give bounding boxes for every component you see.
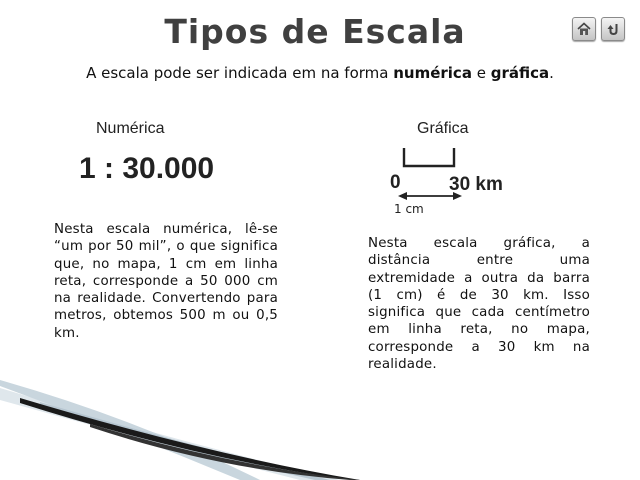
- subtitle-graphic: gráfica: [490, 64, 550, 82]
- home-icon: [576, 21, 592, 37]
- subtitle-conjunction: e: [471, 64, 491, 82]
- decorative-ribbon: [0, 380, 640, 480]
- subtitle-text: A escala pode ser indicada em na forma: [86, 64, 394, 82]
- slide-title: Tipos de Escala: [164, 12, 466, 51]
- numeric-scale-value: 1 : 30.000: [79, 152, 215, 185]
- numeric-description: Nesta escala numérica, lê-se “um por 50 mil”, o que significa que, no mapa, 1 cm em linha reta, corresponde a 50 000 cm na realidade. Convertendo para metros, obtemos 500 m ou 0,5 km.: [54, 222, 278, 341]
- scale-bar-bracket: [404, 148, 454, 166]
- slide-subtitle: [0, 64, 640, 82]
- return-arrow-icon: [605, 21, 621, 37]
- scale-bar-length-label: 1 cm: [394, 202, 424, 216]
- home-button[interactable]: [572, 17, 596, 41]
- graphic-description: Nesta escala gráfica, a distância entre uma extremidade a outra da barra (1 cm) é de 30 km. Isso significa que cada centímetro em linha reta, no mapa, corresponde a 30 km na realidade.: [368, 236, 590, 373]
- scale-bar-end-label: 30 km: [449, 174, 503, 195]
- graphic-heading: Gráfica: [417, 120, 469, 137]
- subtitle-period: .: [549, 64, 554, 82]
- subtitle-numeric: numérica: [393, 64, 472, 82]
- graphic-scale-bar: [380, 140, 530, 220]
- scale-bar-arrow-left: [398, 192, 407, 200]
- scale-bar-start-label: 0: [390, 172, 401, 193]
- return-button[interactable]: [601, 17, 625, 41]
- numeric-heading: Numérica: [96, 120, 165, 137]
